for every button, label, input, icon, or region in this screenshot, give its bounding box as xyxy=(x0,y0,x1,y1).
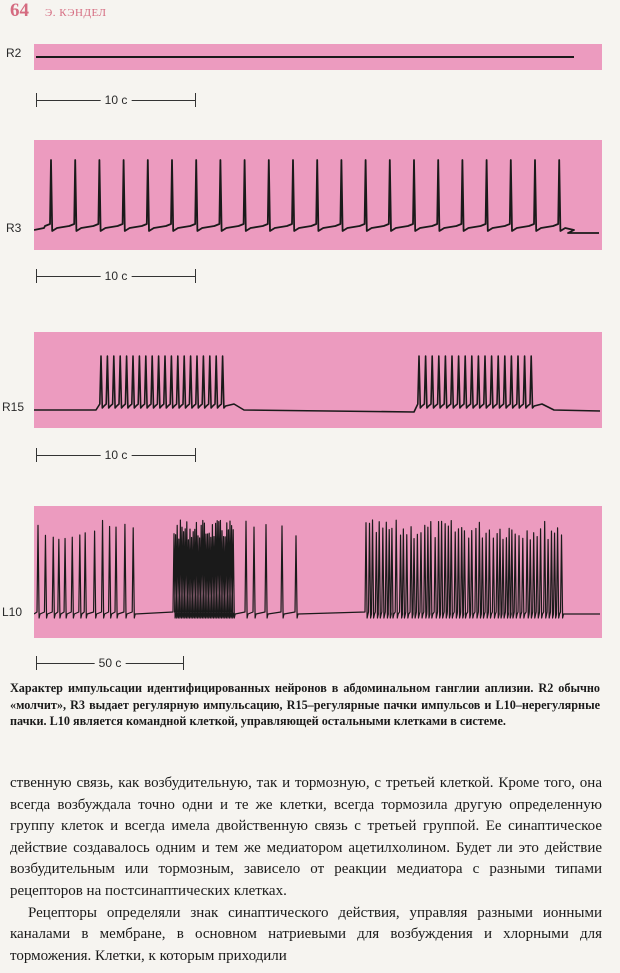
trace-line xyxy=(34,160,599,233)
page-header xyxy=(10,0,106,24)
scale-label-r2: 10 с xyxy=(101,93,132,107)
scale-bar-l10 xyxy=(36,654,184,672)
trace-label-r2: R2 xyxy=(6,46,22,60)
trace-r3 xyxy=(34,140,602,250)
trace-line xyxy=(34,356,600,412)
trace-line xyxy=(34,520,600,618)
trace-label-r15: R15 xyxy=(2,400,25,414)
trace-l10 xyxy=(34,506,602,638)
page-number: 64 xyxy=(10,0,29,21)
running-head: Э. КЭНДЕЛ xyxy=(45,7,107,19)
scale-bar-r15 xyxy=(36,446,196,464)
trace-panel-l10 xyxy=(34,506,602,638)
trace-panel-r2 xyxy=(34,44,602,70)
scale-label-r3: 10 с xyxy=(101,269,132,283)
trace-label-l10: L10 xyxy=(2,605,23,619)
paragraph-continued: ственную связь, как возбудительную, так и тормозную, с третьей клеткой. Кроме того, она всегда возбуждала точно одни и те же клетки, всегда тормозила другую определенную группу клеток и всегда имела двойственную связь с третьей группой. Ее синаптическое действие создавалось одним и тем же медиатором ацетилхолином. Будет ли это действие возбудительным или тормозным, зависело от реакции медиатора с разными типами рецепторов на постсинаптических клетках. xyxy=(10,775,602,899)
trace-panel-r3 xyxy=(34,140,602,250)
scale-label-r15: 10 с xyxy=(101,448,132,462)
trace-panel-r15 xyxy=(34,332,602,428)
scale-bar-r3 xyxy=(36,267,196,285)
scale-label-l10: 50 с xyxy=(95,656,126,670)
paragraph: Рецепторы определяли знак синаптического действия, управляя разными ионными каналами в мембране, в основном натриевыми для возбуждения и хлорными для торможения. Клетки, к которым приходили xyxy=(10,904,602,964)
trace-label-r3: R3 xyxy=(6,221,22,235)
figure-caption: Характер импульсации идентифицированных нейронов в абдоминальном ганглии аплизии. R2 обычно «молчит», R3 выдает регулярную импульсацию, R15–регулярные пачки импульсов и L10–нерегулярные пачки. L10 является командной клеткой, управляющей остальными клетками в системе. xyxy=(10,681,600,728)
scale-bar-r2 xyxy=(36,91,196,109)
trace-r2 xyxy=(34,44,602,70)
body-text xyxy=(10,773,602,967)
trace-r15 xyxy=(34,332,602,428)
